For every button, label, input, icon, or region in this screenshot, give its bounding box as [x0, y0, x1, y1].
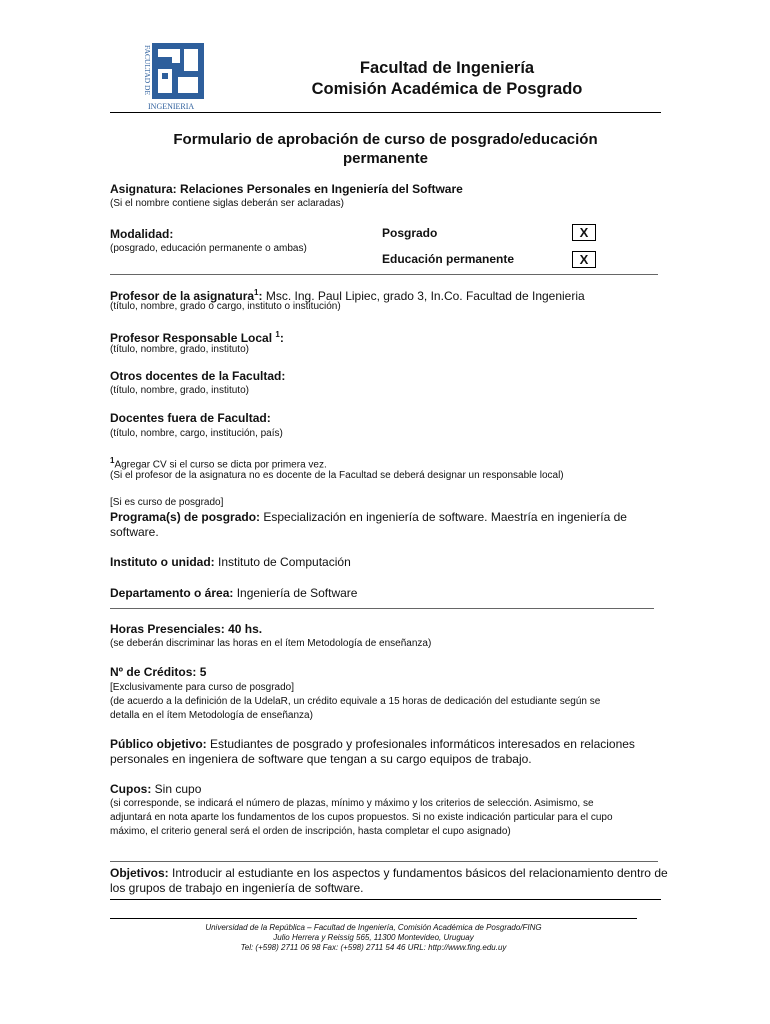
footnote-line2: (Si el profesor de la asignatura no es docente de la Facultad se deberá designar un responsable local)	[110, 470, 564, 481]
otros-docentes-label: Otros docentes de la Facultad:	[110, 369, 286, 383]
objetivos-row	[110, 866, 668, 881]
footnote-text: Agregar CV si el curso se dicta por primera vez.	[114, 459, 327, 471]
profesor-note: (título, nombre, grado o cargo, instituto o institución)	[110, 301, 341, 312]
instituto-label: Instituto o unidad:	[110, 555, 215, 569]
departamento-row	[110, 586, 357, 601]
header-divider	[110, 112, 661, 113]
logo-vertical-text: FACULTAD DE	[143, 45, 152, 96]
cupos-row	[110, 782, 201, 797]
footer-line3: Tel: (+598) 2711 06 98 Fax: (+598) 2711 54 46 URL: http://www.fing.edu.uy	[240, 943, 507, 952]
instituto-row	[110, 555, 351, 570]
section-divider	[110, 274, 658, 275]
cupos-note-line3: máximo, el criterio general será el orden de inscripción, hasta completar el cupo asignado)	[110, 826, 511, 837]
logo-bottom-text: INGENIERIA	[148, 102, 195, 111]
creditos-label: Nº de Créditos: 5	[110, 665, 207, 679]
modalidad-note: (posgrado, educación permanente o ambas)	[110, 243, 307, 254]
cupos-label: Cupos:	[110, 782, 152, 796]
programa-value: Especialización en ingeniería de software. Maestría en ingeniería de	[263, 510, 627, 524]
objetivos-value-cont: los grupos de trabajo en ingeniería de software.	[110, 881, 364, 895]
asignatura-note: (Si el nombre contiene siglas deberán ser aclaradas)	[110, 198, 345, 209]
profesor-label: Profesor de la asignatura	[110, 289, 255, 303]
profesor-value: Msc. Ing. Paul Lipiec, grado 3, In.Co. Facultad de Ingenieria	[265, 289, 585, 303]
programa-label: Programa(s) de posgrado:	[110, 510, 261, 524]
horas-label: Horas Presenciales: 40 hs.	[110, 622, 263, 636]
footer-divider	[110, 918, 637, 919]
asignatura-row	[110, 182, 463, 197]
creditos-note-line1: (de acuerdo a la definición de la UdelaR, un crédito equivale a 15 horas de dedicación del estudiante según se	[110, 696, 601, 707]
faculty-name: Facultad de Ingeniería	[359, 59, 535, 77]
departamento-value: Ingeniería de Software	[236, 586, 358, 600]
form-title	[110, 130, 661, 168]
objetivos-underline	[110, 899, 661, 900]
footer-line1: Universidad de la República – Facultad de Ingeniería, Comisión Académica de Posgrado/FING	[205, 923, 542, 932]
docentes-fuera-label: Docentes fuera de Facultad:	[110, 411, 271, 425]
programa-prefix: [Si es curso de posgrado]	[110, 497, 224, 508]
footer-line2: Julio Herrera y Reissig 565, 11300 Montevideo, Uruguay	[273, 933, 474, 942]
option-educacion-label: Educación permanente	[382, 252, 515, 266]
form-title-line2: permanente	[342, 150, 429, 167]
faculty-heading	[300, 58, 594, 100]
commission-name: Comisión Académica de Posgrado	[311, 80, 583, 98]
section-divider	[110, 608, 654, 609]
cupos-note-line2: adjuntará en nota aparte los fundamentos de los cupos propuestos. Si no existe indicación particular para el cupo	[110, 812, 613, 823]
footnote-ref: 1	[254, 288, 259, 297]
option-posgrado-label: Posgrado	[382, 226, 438, 240]
footnote-marker: 1	[110, 456, 115, 465]
objetivos-value: Introducir al estudiante en los aspectos y fundamentos básicos del relacionamiento dentro de	[172, 866, 668, 880]
option-educacion-checkbox[interactable]: X	[572, 251, 596, 268]
publico-value-cont: personales en ingeniera de software que tengan a su cargo equipos de trabajo.	[110, 752, 532, 766]
objetivos-label: Objetivos:	[110, 866, 169, 880]
section-divider	[110, 861, 658, 862]
asignatura-value: Relaciones Personales en Ingeniería del Software	[180, 182, 463, 196]
responsable-colon: :	[279, 331, 284, 345]
publico-label: Público objetivo:	[110, 737, 207, 751]
docentes-fuera-note: (título, nombre, cargo, institución, país)	[110, 428, 283, 439]
departamento-label: Departamento o área:	[110, 586, 234, 600]
otros-docentes-note: (título, nombre, grado, instituto)	[110, 385, 249, 396]
programa-value-cont: software.	[110, 525, 159, 539]
publico-row	[110, 737, 635, 752]
option-posgrado-checkbox[interactable]: X	[572, 224, 596, 241]
form-title-line1: Formulario de aprobación de curso de posgrado/educación	[173, 131, 598, 148]
faculty-logo	[132, 43, 208, 111]
instituto-value: Instituto de Computación	[218, 555, 351, 569]
cupos-value: Sin cupo	[154, 782, 202, 796]
responsable-label: Profesor Responsable Local	[110, 331, 273, 345]
horas-note: (se deberán discriminar las horas en el ítem Metodología de enseñanza)	[110, 638, 432, 649]
modalidad-label: Modalidad:	[110, 227, 174, 241]
cupos-note-line1: (si corresponde, se indicará el número de plazas, mínimo y máximo y los criterios de selección. Asimismo, se	[110, 798, 594, 809]
publico-value: Estudiantes de posgrado y profesionales informáticos interesados en relaciones	[210, 737, 635, 751]
footnote-ref: 1	[275, 330, 280, 339]
creditos-note-line2: detalla en el ítem Metodología de enseñanza)	[110, 710, 313, 721]
creditos-prefix: [Exclusivamente para curso de posgrado]	[110, 682, 294, 693]
asignatura-label: Asignatura:	[110, 182, 177, 196]
programa-row	[110, 510, 627, 525]
responsable-note: (título, nombre, grado, instituto)	[110, 344, 249, 355]
profesor-colon: :	[258, 289, 263, 303]
